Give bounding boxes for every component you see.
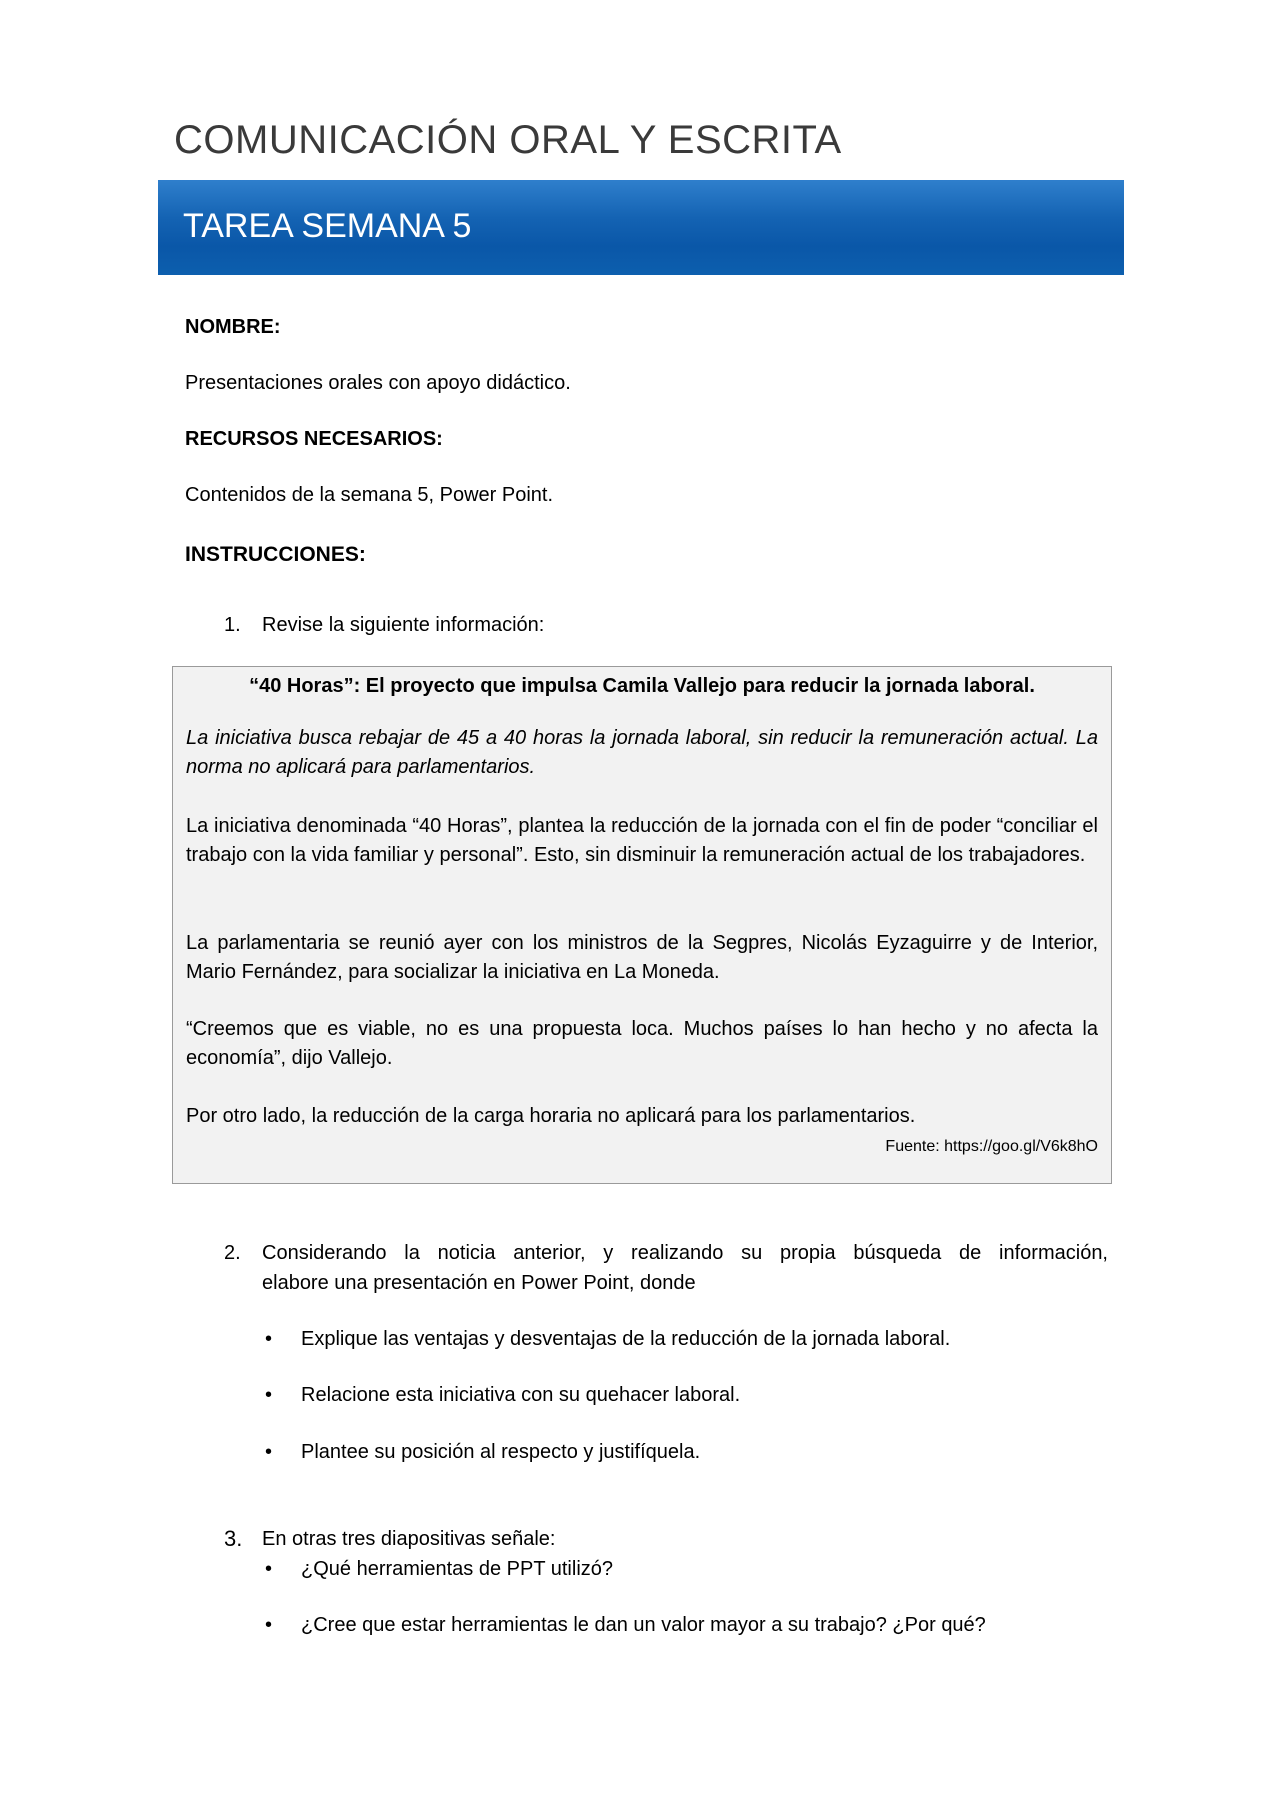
- step2-bullet: Explique las ventajas y desventajas de la reducción de la jornada laboral.: [301, 1328, 951, 1350]
- bullet-icon: •: [265, 1558, 273, 1580]
- nombre-label: NOMBRE:: [185, 316, 281, 338]
- course-title: COMUNICACIÓN ORAL Y ESCRITA: [174, 118, 842, 162]
- step1-text: Revise la siguiente información:: [262, 614, 545, 636]
- news-paragraph: “Creemos que es viable, no es una propuesta loca. Muchos países lo han hecho y no afecta la economía”, dijo Vallejo.: [186, 1018, 1098, 1069]
- news-paragraph: La parlamentaria se reunió ayer con los ministros de la Segpres, Nicolás Eyzaguirre y de Interior, Mario Fernández, para socializar la iniciativa en La Moneda.: [186, 932, 1098, 983]
- instrucciones-label: INSTRUCCIONES:: [185, 543, 366, 566]
- news-box: [172, 666, 1112, 1184]
- step3-bullet: ¿Cree que estar herramientas le dan un valor mayor a su trabajo? ¿Por qué?: [301, 1614, 986, 1636]
- step2-text-line1: Considerando la noticia anterior, y realizando su propia búsqueda de información,: [262, 1242, 1108, 1264]
- step3-text: En otras tres diapositivas señale:: [262, 1528, 556, 1550]
- bullet-icon: •: [265, 1328, 273, 1350]
- bullet-icon: •: [265, 1441, 273, 1463]
- step3-number: 3.: [224, 1526, 243, 1551]
- news-paragraph: Por otro lado, la reducción de la carga horaria no aplicará para los parlamentarios.: [186, 1105, 916, 1127]
- step2-number: 2.: [224, 1242, 241, 1264]
- step3-bullet: ¿Qué herramientas de PPT utilizó?: [301, 1558, 614, 1580]
- bullet-icon: •: [265, 1614, 273, 1636]
- news-title: “40 Horas”: El proyecto que impulsa Camila Vallejo para reducir la jornada laboral.: [249, 675, 1035, 697]
- step2-bullet: Plantee su posición al respecto y justifíquela.: [301, 1441, 701, 1463]
- news-paragraph: La iniciativa denominada “40 Horas”, plantea la reducción de la jornada con el fin de poder “conciliar el trabajo con la vida familiar y personal”. Esto, sin disminuir la remuneración actual de los trabajadores.: [186, 815, 1098, 866]
- recursos-value: Contenidos de la semana 5, Power Point.: [185, 484, 553, 506]
- recursos-label: RECURSOS NECESARIOS:: [185, 428, 443, 450]
- step1-number: 1.: [224, 614, 241, 636]
- news-source: Fuente: https://goo.gl/V6k8hO: [885, 1138, 1098, 1155]
- step2-bullet: Relacione esta iniciativa con su quehacer laboral.: [301, 1384, 741, 1406]
- assignment-banner: [158, 180, 1124, 275]
- news-lead: La iniciativa busca rebajar de 45 a 40 horas la jornada laboral, sin reducir la remuneración actual. La norma no aplicará para parlamentarios.: [186, 727, 1098, 778]
- nombre-value: Presentaciones orales con apoyo didáctico.: [185, 372, 571, 394]
- banner-title: TAREA SEMANA 5: [183, 207, 472, 245]
- bullet-icon: •: [265, 1384, 273, 1406]
- step2-text-line2: elabore una presentación en Power Point, donde: [262, 1272, 696, 1294]
